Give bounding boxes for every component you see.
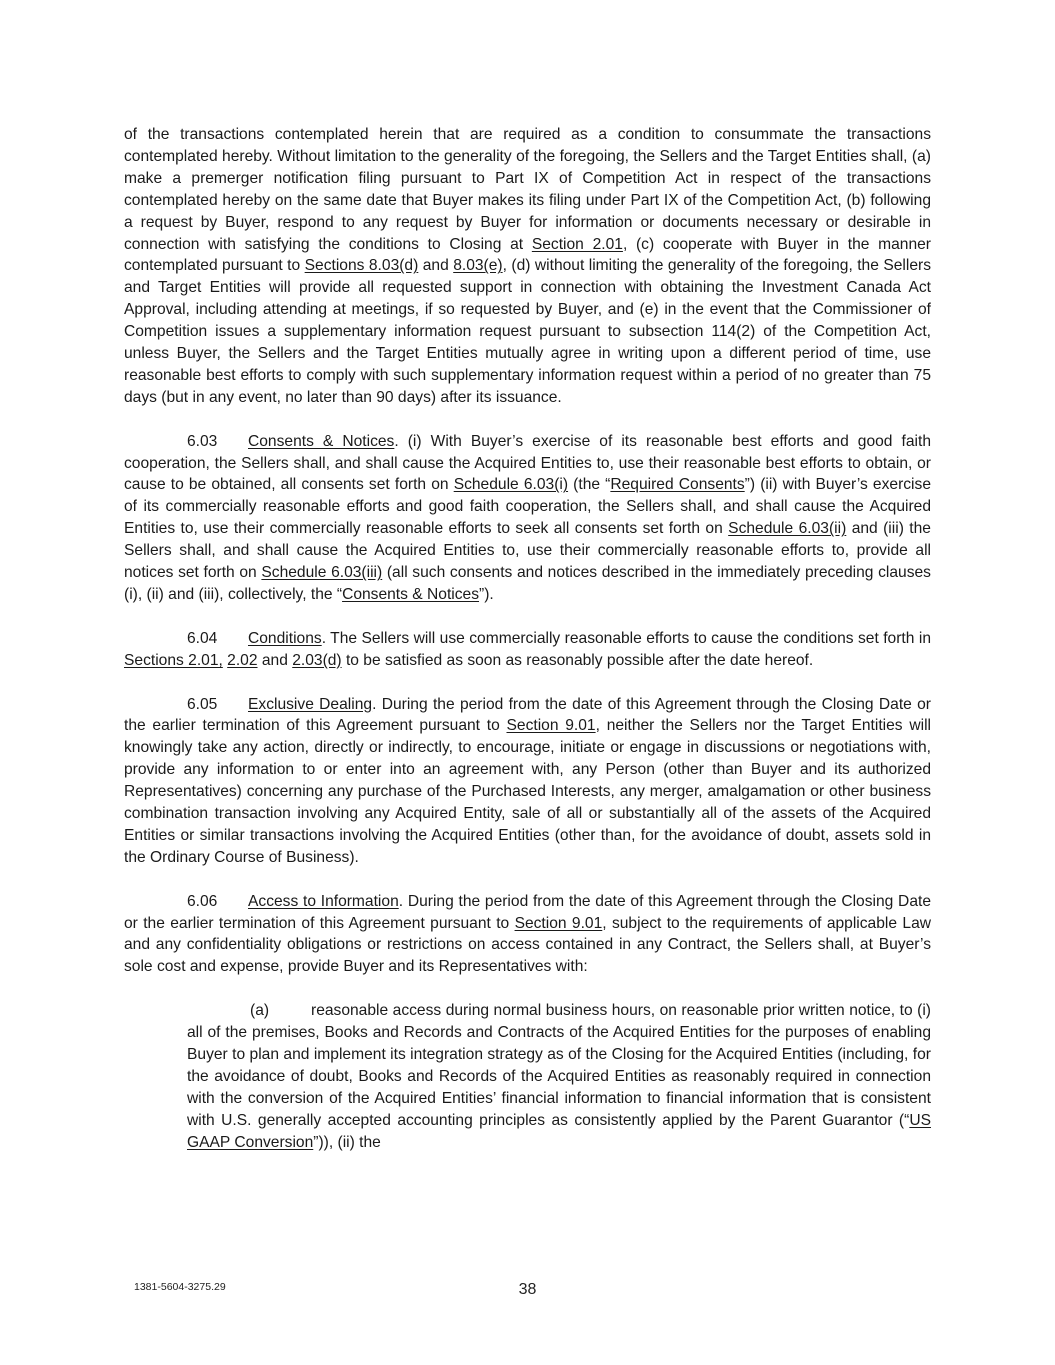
section-number: 6.04: [187, 629, 218, 647]
defined-term: US GAAP Conversion: [187, 1111, 931, 1151]
section-number: 6.03: [187, 432, 218, 450]
defined-term: Required Consents: [610, 476, 745, 494]
section-6-04: 6.04 Conditions. The Sellers will use commercially reasonable efforts to cause the conditions set forth in Sections 2.01, 2.02 and 2.03(d) to be satisfied as soon as reasonably possible after the date hereof.: [124, 629, 931, 669]
cross-reference: Section 9.01: [506, 717, 596, 735]
cross-reference: Section 2.01: [531, 235, 623, 253]
defined-term: Consents & Notices: [342, 586, 480, 604]
section-number: 6.05: [187, 695, 218, 713]
cross-reference: Section 9.01: [514, 914, 603, 932]
paragraph-continuation: of the transactions contemplated herein that are required as a condition to consummate the transactions contemplated hereby. Without limitation to the generality of the foregoing, the Sellers and the Target Entities shall, (a) make a premerger notification filing pursuant to Part IX of Competition Act in respect of the transactions contemplated hereby on the same date that Buyer makes its filing under Part IX of the Competition Act, (b) following a request by Buyer, respond to any request by Buyer for information or documents necessary or desirable in connection with satisfying the conditions to Closing at Section 2.01, (c) cooperate with Buyer in the manner contemplated pursuant to Sections 8.03(d) and 8.03(e), (d) without limiting the generality of the foregoing, the Sellers and Target Entities will provide all requested support in connection with obtaining the Investment Canada Act Approval, including attending at meetings, if so requested by Buyer, and (e) in the event that the Commissioner of Competition issues a supplementary information request pursuant to subsection 114(2) of the Competition Act, unless Buyer, the Sellers and the Target Entities mutually agree in writing upon a different period of time, use reasonable best efforts to comply with such supplementary information request within a period of no greater than 75 days (but in any event, no later than 90 days) after its issuance.: [124, 126, 932, 406]
cross-reference: Sections 2.01,: [124, 651, 223, 669]
clause-a: (a) reasonable access during normal business hours, on reasonable prior written notice, to (i) all of the premises, Books and Records and Contracts of the Acquired Entities for the purposes of enabling Buyer to plan and implement its integration strategy as of the Closing for the Acquired Entities (including, for the avoidance of doubt, Books and Records of the Acquired Entities as reasonably required in connection with the conversion of the Acquired Entities’ financial information to financial information that is consistent with U.S. generally accepted accounting principles as consistently applied by the Parent Guarantor (“US GAAP Conversion”)), (ii) the: [187, 1002, 931, 1151]
section-number: 6.06: [187, 892, 218, 910]
page-number: 38: [518, 1281, 537, 1298]
cross-reference: Schedule 6.03(i): [453, 476, 569, 494]
cross-reference: Schedule 6.03(ii): [728, 520, 847, 538]
cross-reference: 8.03(e): [453, 257, 503, 275]
section-heading: Access to Information: [248, 892, 399, 910]
section-6-06: 6.06 Access to Information. During the period from the date of this Agreement through the Closing Date or the earlier termination of this Agreement pursuant to Section 9.01, subject to the requirements of applicable Law and any confidentiality obligations or restrictions on access contained in any Contract, the Sellers shall, at Buyer’s sole cost and expense, provide Buyer and its Representatives with:: [124, 892, 932, 976]
footer-document-id: 1381-5604-3275.29: [134, 1281, 226, 1293]
clause-label: (a): [250, 1002, 270, 1020]
cross-reference: Schedule 6.03(iii): [261, 564, 383, 582]
cross-reference: 2.02: [227, 651, 258, 669]
section-6-05: 6.05 Exclusive Dealing. During the period from the date of this Agreement through the Closing Date or the earlier termination of this Agreement pursuant to Section 9.01, neither the Sellers nor the Target Entities will knowingly take any action, directly or indirectly, to encourage, initiate or engage in discussions or negotiations with, provide any information to or enter into an agreement with, any Person (other than Buyer and its authorized Representatives) concerning any purchase of the Purchased Interests, any merger, amalgamation or other business combination transaction involving any Acquired Entity, sale of all or substantially all of the assets of the Acquired Entities or similar transactions involving the Acquired Entities (other than, for the avoidance of doubt, assets sold in the Ordinary Course of Business).: [124, 695, 931, 866]
cross-reference: 2.03(d): [292, 651, 342, 669]
document-page: [124, 124, 931, 1154]
section-heading: Conditions: [248, 629, 322, 647]
section-6-03: 6.03 Consents & Notices. (i) With Buyer’s exercise of its reasonable best efforts and good faith cooperation, the Sellers shall, and shall cause the Acquired Entities to, use their reasonable best efforts to obtain, or cause to be obtained, all consents set forth on Schedule 6.03(i) (the “Required Consents”) (ii) with Buyer’s exercise of its commercially reasonable efforts and good faith cooperation, the Sellers shall, and shall cause the Acquired Entities to, use their commercially reasonable efforts to seek all consents set forth on Schedule 6.03(ii) and (iii) the Sellers shall, and shall cause the Acquired Entities to, use their commercially reasonable efforts to, provide all notices set forth on Schedule 6.03(iii) (all such consents and notices described in the immediately preceding clauses (i), (ii) and (iii), collectively, the “Consents & Notices”).: [124, 432, 931, 604]
section-heading: Consents & Notices: [248, 432, 395, 450]
section-heading: Exclusive Dealing: [248, 695, 373, 713]
cross-reference: Sections 8.03(d): [304, 257, 419, 275]
